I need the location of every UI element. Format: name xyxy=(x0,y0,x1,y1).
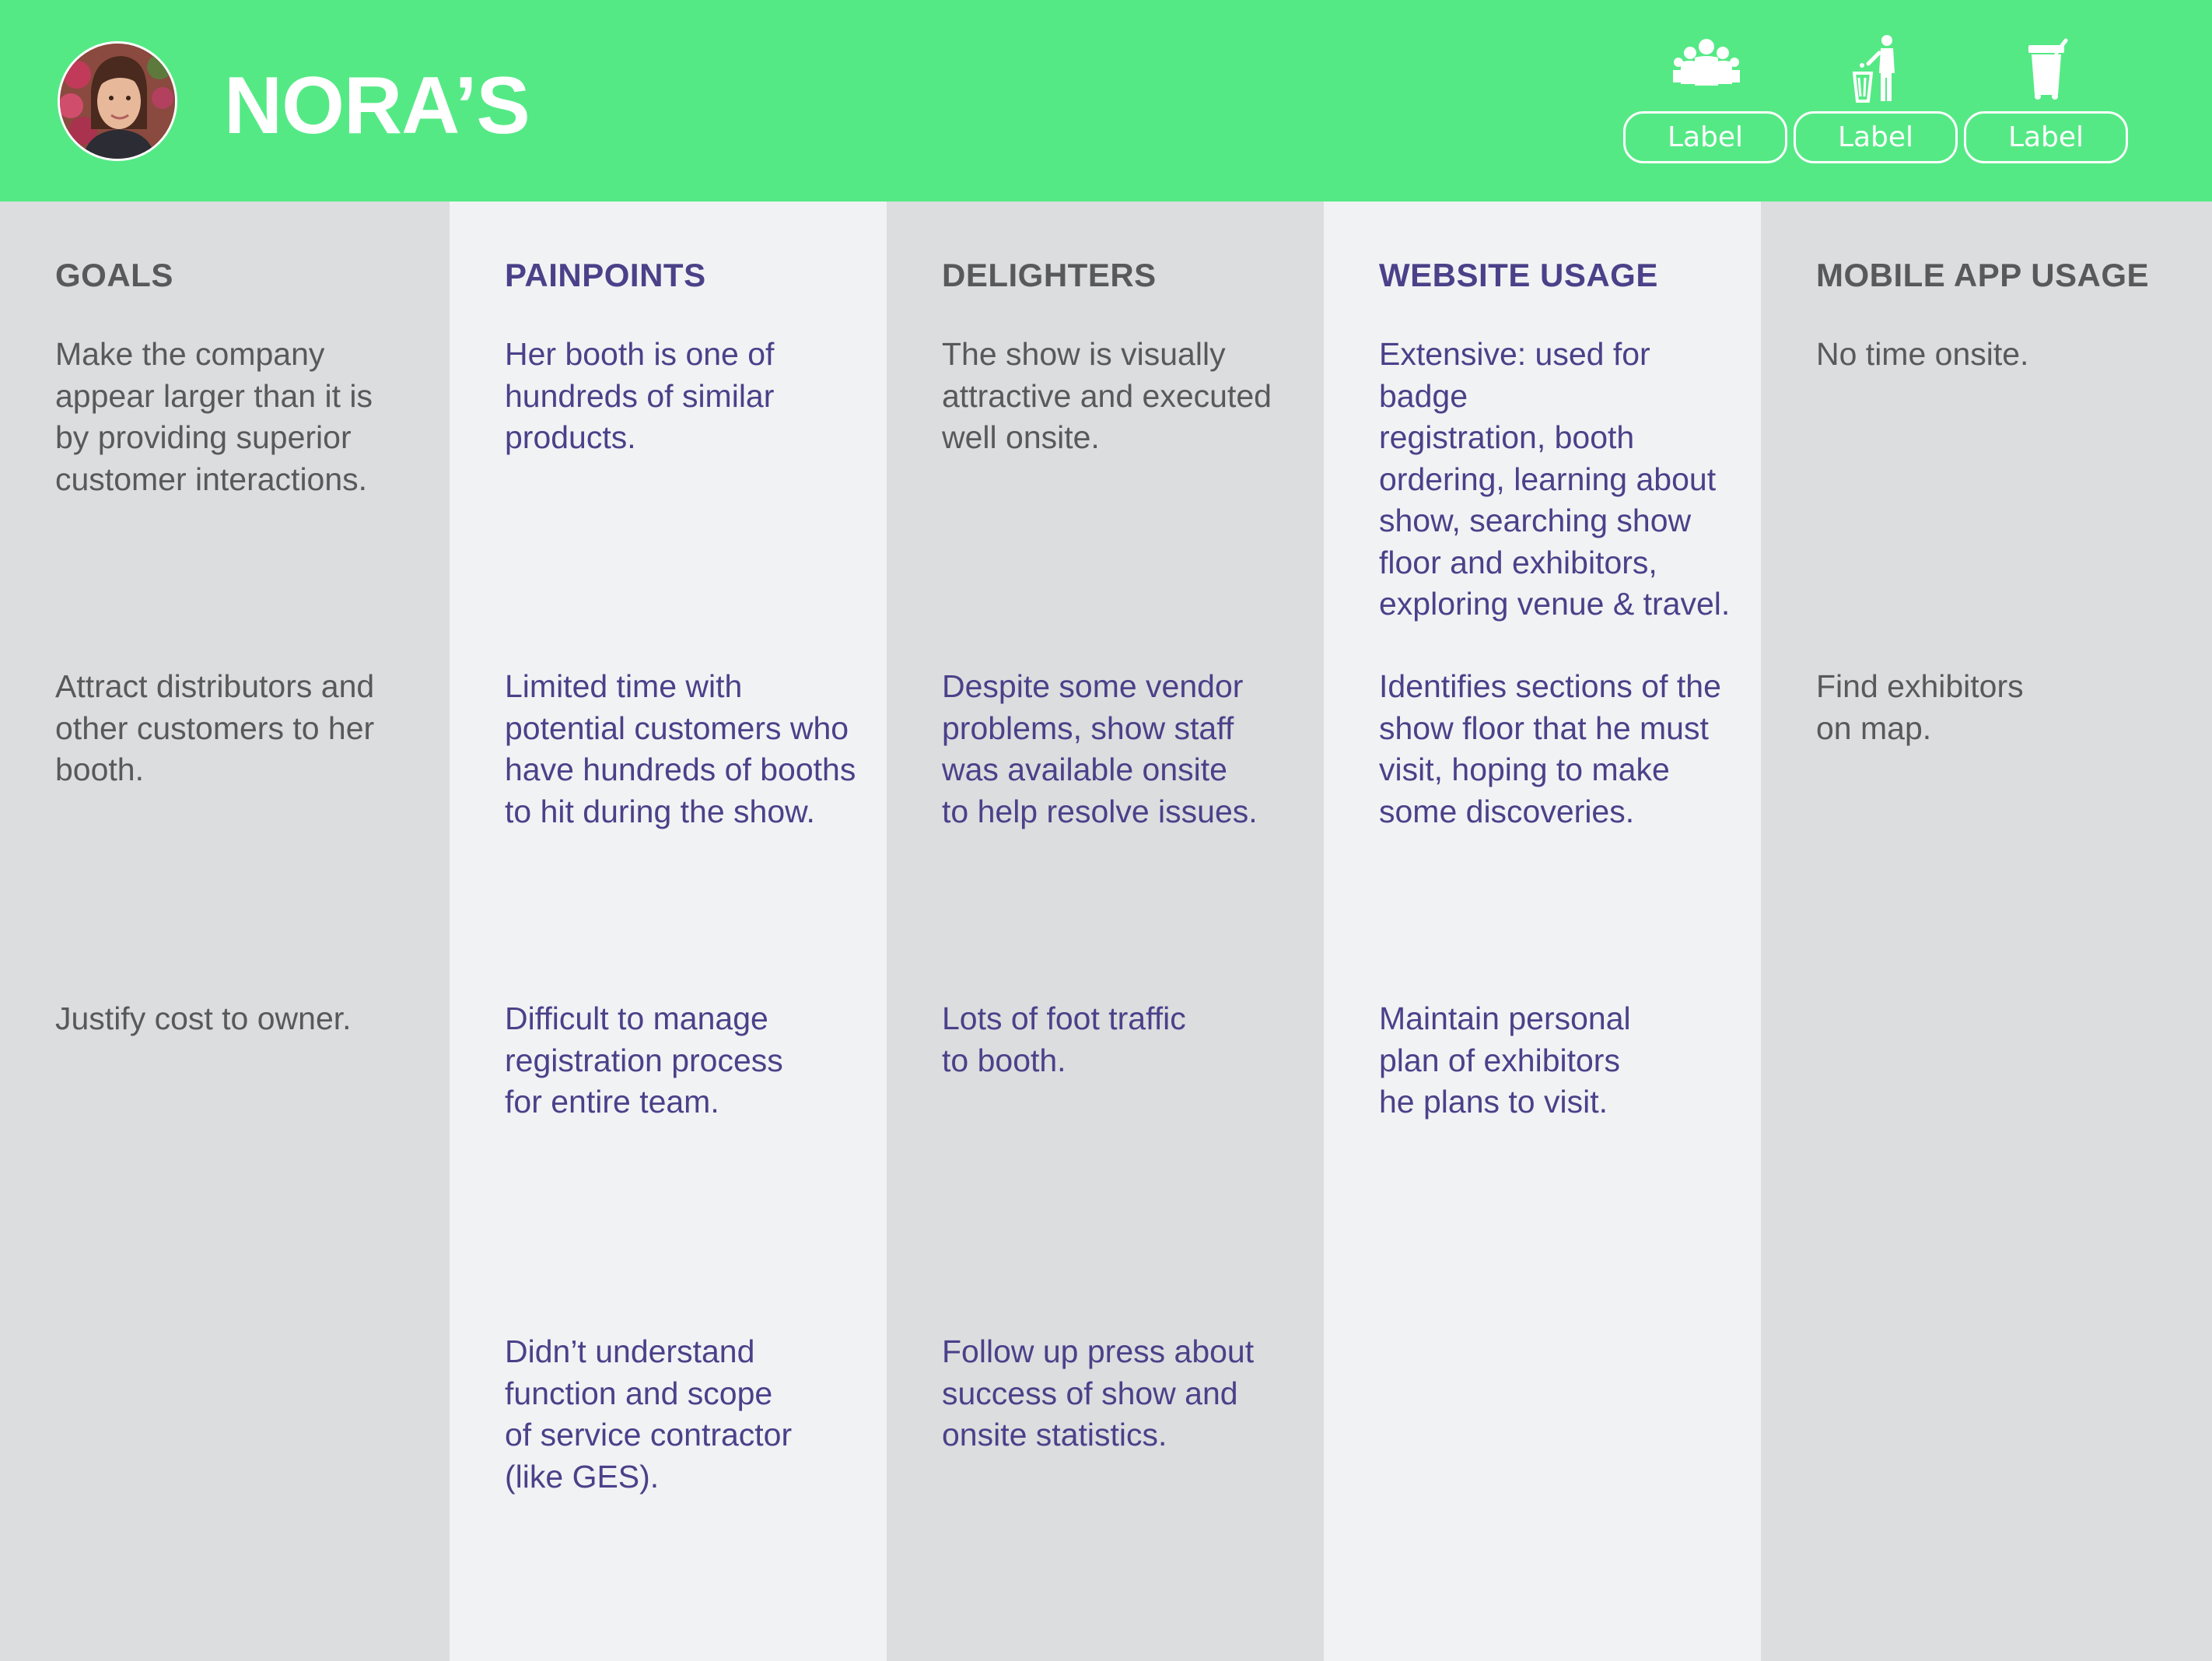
label-button-2[interactable]: Label xyxy=(1794,111,1958,163)
delighter-item: The show is visually attractive and executed well onsite. xyxy=(942,336,1272,455)
painpoint-item: Her booth is one of hundreds of similar products. xyxy=(505,336,775,455)
label-button-1[interactable]: Label xyxy=(1623,111,1787,163)
delighters-heading: DELIGHTERS xyxy=(942,257,1157,293)
label-button-3[interactable]: Label xyxy=(1964,111,2128,163)
mobile-app-usage-heading: MOBILE APP USAGE xyxy=(1816,257,2150,293)
website-usage-item: Maintain personal plan of exhibitors he plans to visit. xyxy=(1379,1000,1631,1120)
painpoint-item: Didn’t understand function and scope of service contractor (like GES). xyxy=(505,1333,793,1495)
avatar xyxy=(58,41,177,161)
mobile-app-usage-item: No time onsite. xyxy=(1816,336,2029,372)
mobile-app-usage-column xyxy=(1761,201,2212,1661)
goal-item: Attract distributors and other customers to her booth. xyxy=(55,668,375,787)
delighter-item: Lots of foot traffic to booth. xyxy=(942,1000,1186,1078)
mobile-app-usage-item: Find exhibitors on map. xyxy=(1816,668,2024,746)
goals-heading: GOALS xyxy=(55,257,173,293)
painpoints-heading: PAINPOINTS xyxy=(505,257,706,293)
website-usage-heading: WEBSITE USAGE xyxy=(1379,257,1658,293)
goals-column xyxy=(0,201,450,1661)
delighter-item: Despite some vendor problems, show staff was available onsite to help resolve issues. xyxy=(942,668,1258,829)
persona-header xyxy=(0,0,2212,201)
group-icon[interactable] xyxy=(1671,34,1741,104)
avatar-photo xyxy=(60,44,175,159)
website-usage-column xyxy=(1324,201,1761,1661)
delighters-column xyxy=(887,201,1324,1661)
painpoint-item: Difficult to manage registration process for entire team. xyxy=(505,1000,783,1120)
page-title: NORA’S xyxy=(224,61,530,151)
delighter-item: Follow up press about success of show and onsite statistics. xyxy=(942,1333,1255,1452)
goal-item: Make the company appear larger than it is by providing superior customer interactions. xyxy=(55,336,373,497)
goal-item: Justify cost to owner. xyxy=(55,1000,352,1036)
website-usage-item: Identifies sections of the show floor that he must visit, hoping to make some discoveries. xyxy=(1379,668,1721,829)
website-usage-item: Extensive: used for badge registration, booth ordering, learning about show, searching show floor and exhibitors, exploring venue & travel. xyxy=(1379,336,1731,622)
person-trash-icon[interactable] xyxy=(1842,34,1912,104)
painpoints-column xyxy=(450,201,887,1661)
trash-bin-icon[interactable] xyxy=(2011,34,2081,104)
painpoint-item: Limited time with potential customers who have hundreds of booths to hit during the show. xyxy=(505,668,856,829)
